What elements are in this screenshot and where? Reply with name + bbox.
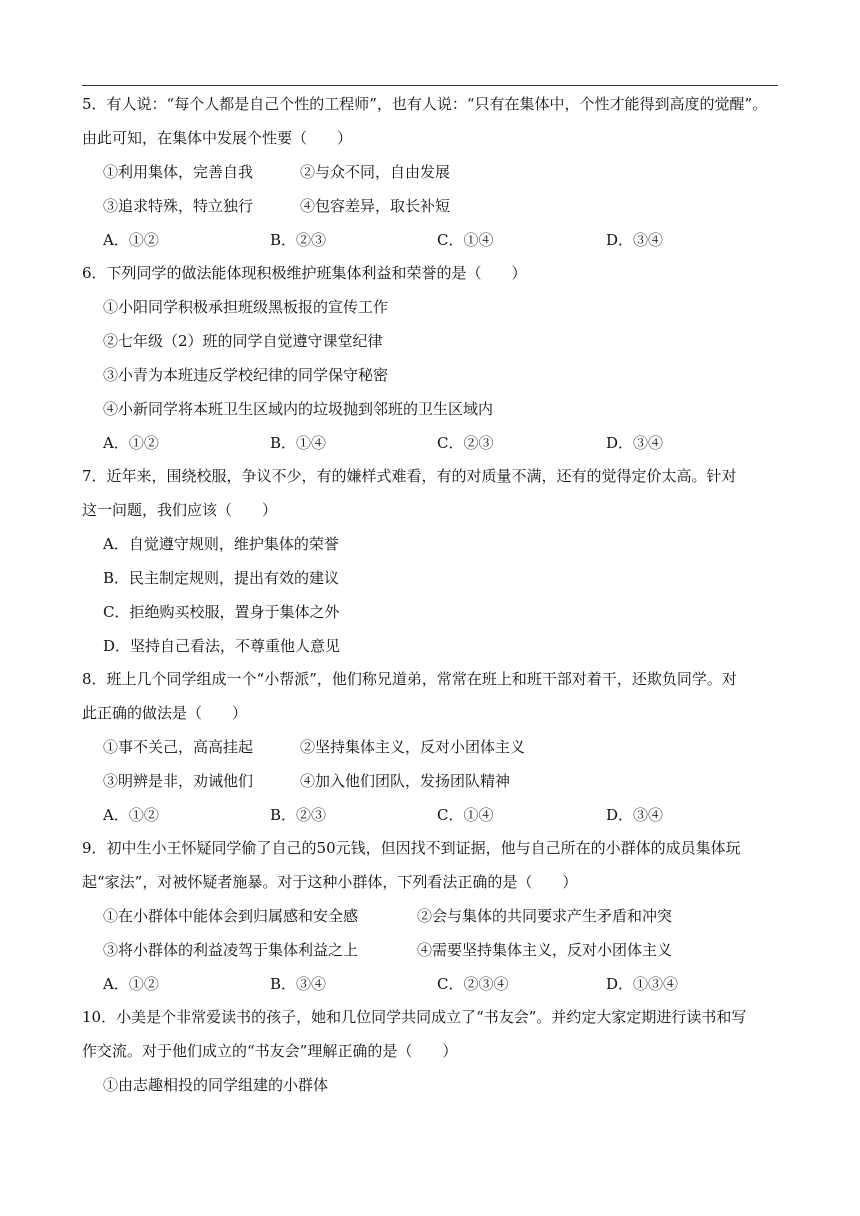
question-stem: 这一问题，我们应该（ ）: [82, 501, 278, 519]
question-stem: 8．班上几个同学组成一个“小帮派”，他们称兄道弟，常常在班上和班干部对着干，还欺负同学。对: [82, 670, 737, 688]
answer-option: B．①④: [270, 434, 327, 452]
answer-option: D．③④: [606, 806, 664, 824]
answer-option: B．②③: [270, 806, 327, 824]
answer-option: C．①④: [437, 806, 494, 824]
question-stem: 7．近年来，围绕校服，争议不少，有的嫌样式难看，有的对质量不满，还有的觉得定价太高。针对: [82, 467, 737, 485]
question-stem: 6．下列同学的做法能体现积极维护班集体利益和荣誉的是（ ）: [82, 264, 527, 282]
question-stem: 10．小美是个非常爱读书的孩子，她和几位同学共同成立了“书友会”。并约定大家定期进行读书和写: [82, 1008, 747, 1026]
answer-option: A．①②: [103, 806, 159, 824]
statement-item: ②与众不同，自由发展: [300, 163, 451, 181]
answer-option: C．②③④: [437, 975, 509, 993]
statement-item: ④需要坚持集体主义，反对小团体主义: [417, 941, 673, 959]
statement-item: ③追求特殊，特立独行: [103, 197, 254, 215]
statement-item: ①小阳同学积极承担班级黑板报的宣传工作: [103, 298, 389, 316]
statement-item: ①事不关己，高高挂起: [103, 738, 254, 756]
question-stem: 作交流。对于他们成立的“书友会”理解正确的是（ ）: [82, 1042, 458, 1060]
statement-item: ③明辨是非，劝诫他们: [103, 772, 254, 790]
question-stem: 此正确的做法是（ ）: [82, 704, 248, 722]
statement-item: ②会与集体的共同要求产生矛盾和冲突: [417, 907, 673, 925]
statement-item: ②坚持集体主义，反对小团体主义: [300, 738, 526, 756]
statement-item: ①在小群体中能体会到归属感和安全感: [103, 907, 359, 925]
statement-item: ④包容差异，取长补短: [300, 197, 451, 215]
answer-option: C．拒绝购买校服，置身于集体之外: [103, 603, 340, 621]
answer-option: B．③④: [270, 975, 327, 993]
header-rule: [82, 85, 778, 86]
statement-item: ④加入他们团队，发扬团队精神: [300, 772, 511, 790]
statement-item: ①由志趣相投的同学组建的小群体: [103, 1076, 329, 1094]
answer-option: A．①②: [103, 975, 159, 993]
question-stem: 起“家法”，对被怀疑者施暴。对于这种小群体，下列看法正确的是（ ）: [82, 873, 578, 891]
question-stem: 9．初中生小王怀疑同学偷了自己的50元钱，但因找不到证据，他与自己所在的小群体的成员集体玩: [82, 839, 741, 857]
answer-option: C．②③: [437, 434, 494, 452]
answer-option: B．②③: [270, 231, 327, 249]
statement-item: ②七年级（2）班的同学自觉遵守课堂纪律: [103, 332, 383, 350]
statement-item: ③小青为本班违反学校纪律的同学保守秘密: [103, 366, 389, 384]
answer-option: D．坚持自己看法，不尊重他人意见: [103, 637, 341, 655]
answer-option: C．①④: [437, 231, 494, 249]
statement-item: ③将小群体的利益凌驾于集体利益之上: [103, 941, 359, 959]
answer-option: A．①②: [103, 231, 159, 249]
answer-option: D．①③④: [606, 975, 679, 993]
answer-option: A．①②: [103, 434, 159, 452]
question-stem: 5．有人说：“每个人都是自己个性的工程师”，也有人说：“只有在集体中，个性才能得到高度的觉醒”。: [82, 95, 768, 113]
answer-option: A．自觉遵守规则，维护集体的荣誉: [103, 535, 339, 553]
question-stem: 由此可知，在集体中发展个性要（ ）: [82, 129, 353, 147]
statement-item: ④小新同学将本班卫生区域内的垃圾抛到邻班的卫生区域内: [103, 400, 494, 418]
answer-option: D．③④: [606, 434, 664, 452]
answer-option: B．民主制定规则，提出有效的建议: [103, 569, 340, 587]
statement-item: ①利用集体，完善自我: [103, 163, 254, 181]
answer-option: D．③④: [606, 231, 664, 249]
